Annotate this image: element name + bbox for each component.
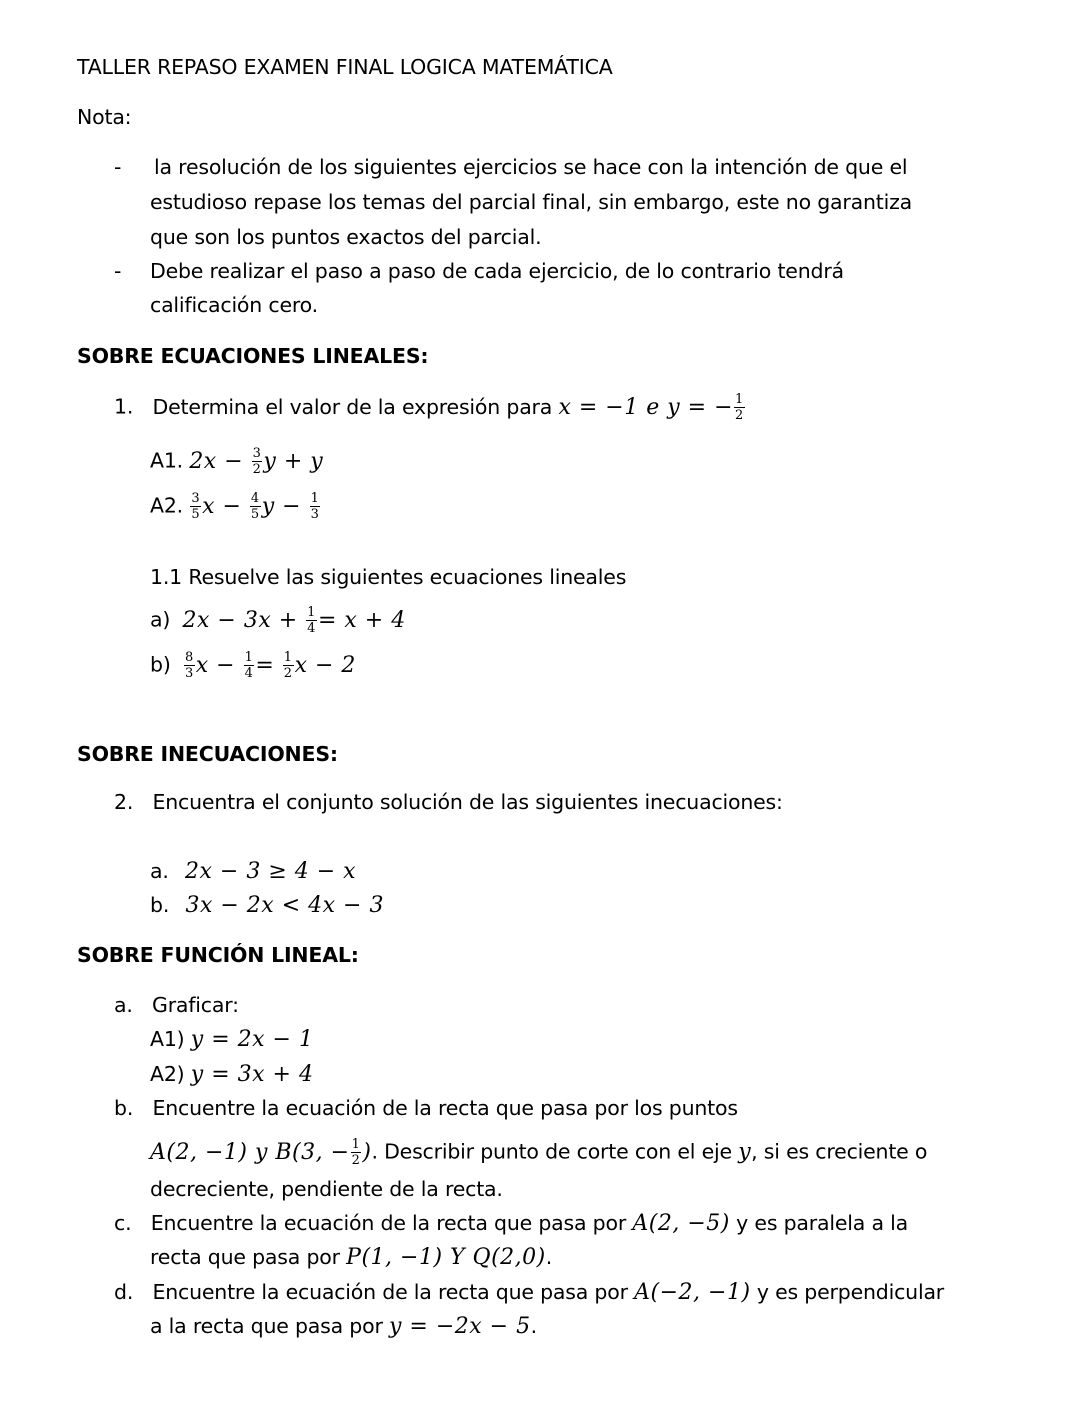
function-item-b (114, 1098, 738, 1119)
fraction: $\frac{1}{2}$ (735, 392, 744, 423)
inequality-b (150, 895, 384, 917)
math-expression: y = 3x + 4 (190, 1062, 314, 1087)
nota-item-2-line-1: Debe realizar el paso a paso de cada ejercicio, de lo contrario tendrá (150, 259, 844, 283)
equation-a (150, 606, 406, 635)
expression-a1 (150, 447, 323, 476)
equation-b (150, 651, 356, 680)
math-expression: 2x − $\frac{3}{2}$ y + y (189, 446, 324, 477)
item-text: Graficar: (152, 993, 239, 1017)
math-expression: 3x − 2x < 4x − 3 (185, 893, 384, 918)
function-a2 (150, 1064, 313, 1086)
expression-a2 (150, 492, 321, 521)
item-text: Encuentre la ecuación de la recta que pasa por los puntos (152, 1096, 738, 1120)
function-item-a (114, 995, 239, 1016)
item-label: b. (114, 1096, 134, 1120)
nota-item-1-line-3: que son los puntos exactos del parcial. (150, 225, 542, 249)
item-label: A1) (150, 1027, 185, 1051)
function-item-d: d. Encuentre la ecuación de la recta que pasa por A(−2, −1) y es perpendicular (114, 1280, 945, 1305)
section-heading-funcion: SOBRE FUNCIÓN LINEAL: (77, 943, 359, 967)
nota-item-1-line-1: la resolución de los siguientes ejercicios se hace con la intención de que el (154, 155, 908, 179)
bullet-dash: - (114, 155, 122, 179)
item-label: a. (150, 859, 169, 883)
question-1 (114, 393, 746, 422)
section-heading-ecuaciones: SOBRE ECUACIONES LINEALES: (77, 344, 429, 368)
function-item-d-line-2: a la recta que pasa por y = −2x − 5. (150, 1314, 537, 1339)
math-expression: $\frac{8}{3}$ x − $\frac{1}{4}$ = $\frac{1}{2}$ x − 2 (184, 650, 356, 681)
question-text: Encuentra el conjunto solución de las siguientes inecuaciones: (152, 790, 783, 814)
nota-item-2-line-2: calificación cero. (150, 293, 318, 317)
item-label: c. (114, 1211, 132, 1235)
math-points: A(2, −1) y B(3, − $\frac{1}{2}$ ) (150, 1137, 372, 1168)
math-expression: y = 2x − 1 (190, 1027, 314, 1052)
item-label: a) (150, 607, 171, 632)
bullet-dash: - (114, 259, 122, 283)
question-text: Determina el valor de la expresión para (152, 394, 553, 419)
section-heading-inecuaciones: SOBRE INECUACIONES: (77, 742, 338, 766)
math-expression: 2x − 3x + $\frac{1}{4}$ = x + 4 (182, 605, 406, 636)
question-number: 2. (114, 790, 134, 814)
item-label: d. (114, 1280, 134, 1304)
item-label: b) (150, 652, 171, 677)
math-expression: 2x − 3 ≥ 4 − x (185, 859, 357, 884)
function-item-b-line-3: decreciente, pendiente de la recta. (150, 1177, 503, 1201)
math-expression: $\frac{3}{5}$ x − $\frac{4}{5}$ y − $\frac{1}{3}$ (191, 491, 320, 522)
function-item-c: c. Encuentre la ecuación de la recta que pasa por A(2, −5) y es paralela a la (114, 1211, 909, 1236)
subquestion-1-1: 1.1 Resuelve las siguientes ecuaciones lineales (150, 565, 627, 589)
item-label: a. (114, 993, 133, 1017)
function-a1 (150, 1029, 313, 1051)
item-label: b. (150, 893, 170, 917)
document-title: TALLER REPASO EXAMEN FINAL LOGICA MATEMÁTICA (77, 55, 613, 79)
question-2 (114, 792, 783, 813)
item-label: A1. (150, 448, 183, 473)
math-condition: x = −1 e y = − $\frac{1}{2}$ (558, 392, 744, 423)
function-item-c-line-2: recta que pasa por P(1, −1) Y Q(2,0). (150, 1245, 553, 1270)
nota-item-1-line-2: estudioso repase los temas del parcial final, sin embargo, este no garantiza (150, 190, 913, 214)
item-label: A2. (150, 493, 183, 518)
function-item-b-line-2: A(2, −1) y B(3, − $\frac{1}{2}$ ). Describir punto de corte con el eje y, si es creciente o (150, 1137, 928, 1168)
inequality-a (150, 861, 356, 883)
question-number: 1. (114, 394, 134, 419)
item-label: A2) (150, 1062, 185, 1086)
nota-label: Nota: (77, 105, 132, 129)
